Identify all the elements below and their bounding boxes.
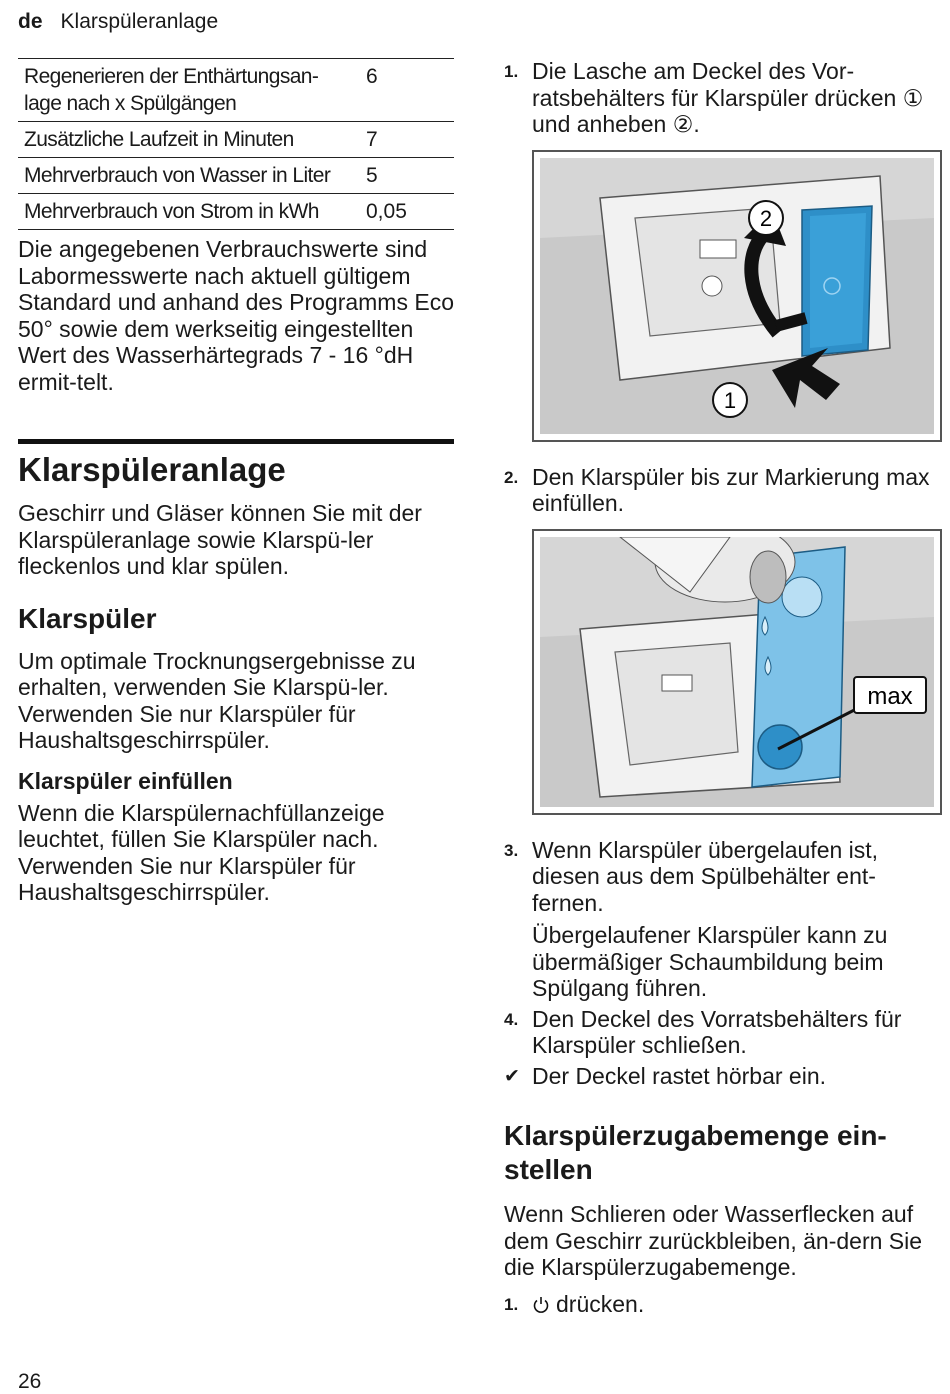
step-4: [504, 1006, 940, 1059]
step-number: 2.: [504, 467, 519, 487]
step-text: Die Lasche am Deckel des Vor-ratsbehälters für Klarspüler drücken ① und anheben ②.: [532, 58, 924, 137]
table-cell-label: Regenerieren der Enthärtungsan-lage nach x Spülgängen: [18, 59, 360, 122]
table-row: [18, 59, 454, 122]
rinse-aid-title: Klarspüler: [18, 602, 157, 634]
fill-text-1: Wenn die Klarspülernachfüllanzeige leuchtet, füllen Sie Klarspüler nach.: [18, 799, 385, 852]
power-icon: [532, 1293, 550, 1320]
table-cell-value: 0,05: [360, 194, 454, 230]
table-cell-value: 6: [360, 59, 454, 122]
step-3: [504, 837, 940, 917]
adjust-title: Klarspülerzugabemenge ein-stellen: [504, 1120, 887, 1185]
fill-max-illustration: [540, 537, 934, 807]
right-column: [504, 58, 940, 1319]
step-text: Den Klarspüler bis zur Markierung max einfüllen.: [532, 463, 930, 516]
step-text: Den Deckel des Vorratsbehälters für Klarspüler schließen.: [532, 1005, 902, 1058]
callout-2: 2: [759, 205, 773, 231]
step-number: 3.: [504, 840, 519, 860]
section-intro: Geschirr und Gläser können Sie mit der Klarspüleranlage sowie Klarspü-ler fleckenlos und klar spülen.: [18, 500, 422, 579]
adjust-text: Wenn Schlieren oder Wasserflecken auf dem Geschirr zurückbleiben, än-dern Sie die Klarspülerzugabemenge.: [504, 1201, 923, 1280]
step-text: Wenn Klarspüler übergelaufen ist, diesen aus dem Spülbehälter ent-fernen.: [532, 836, 879, 916]
adjust-step-1: [504, 1291, 940, 1320]
table-cell-label: Mehrverbrauch von Strom in kWh: [18, 194, 360, 230]
consumption-table: [18, 58, 454, 230]
fill-title: Klarspüler einfüllen: [18, 767, 233, 794]
table-cell-value: 7: [360, 122, 454, 158]
step-text: drücken.: [556, 1290, 645, 1317]
table-cell-label: Mehrverbrauch von Wasser in Liter: [18, 158, 360, 194]
step-number: 1.: [504, 62, 519, 81]
step-result-text: Der Deckel rastet hörbar ein.: [532, 1062, 827, 1089]
rinse-aid-text-2: Verwenden Sie nur Klarspüler für Haushaltsgeschirrspüler.: [18, 700, 356, 753]
section-title: Klarspüleranlage: [18, 439, 454, 490]
callout-1: 1: [723, 387, 737, 413]
step-number: 4.: [504, 1009, 519, 1029]
rinse-aid-text-1: Um optimale Trocknungsergebnisse zu erhalten, verwenden Sie Klarspü-ler.: [18, 647, 416, 700]
page-number: 26: [18, 1370, 42, 1393]
step-number: 1.: [504, 1294, 519, 1314]
figure-fill-max: [532, 529, 942, 815]
step-1: [504, 58, 940, 138]
table-row: [18, 158, 454, 194]
checkmark-icon: ✔: [504, 1065, 520, 1087]
header-lang: de: [18, 10, 43, 33]
figure-open-lid: [532, 150, 942, 442]
open-lid-illustration: [540, 158, 934, 434]
step-result: [504, 1063, 940, 1090]
left-column: [18, 58, 454, 906]
table-cell-value: 5: [360, 158, 454, 194]
table-cell-label: Zusätzliche Laufzeit in Minuten: [18, 122, 360, 158]
page-header: [18, 10, 218, 34]
header-section: Klarspüleranlage: [60, 10, 219, 33]
fill-text-2: Verwenden Sie nur Klarspüler für Haushaltsgeschirrspüler.: [18, 852, 356, 905]
table-row: [18, 122, 454, 158]
consumption-note: Die angegebenen Verbrauchswerte sind Labormesswerte nach aktuell gültigem Standard und anhand des Programms Eco 50° sowie dem werkseitig eingestellten Wert des Wasserhärtegrads 7 - 16 °dH ermit-telt.: [18, 236, 454, 395]
step-2: [504, 464, 940, 517]
table-row: [18, 194, 454, 230]
max-label: max: [867, 682, 913, 710]
step-3-note: Übergelaufener Klarspüler kann zu übermäßiger Schaumbildung beim Spülgang führen.: [532, 922, 888, 1001]
